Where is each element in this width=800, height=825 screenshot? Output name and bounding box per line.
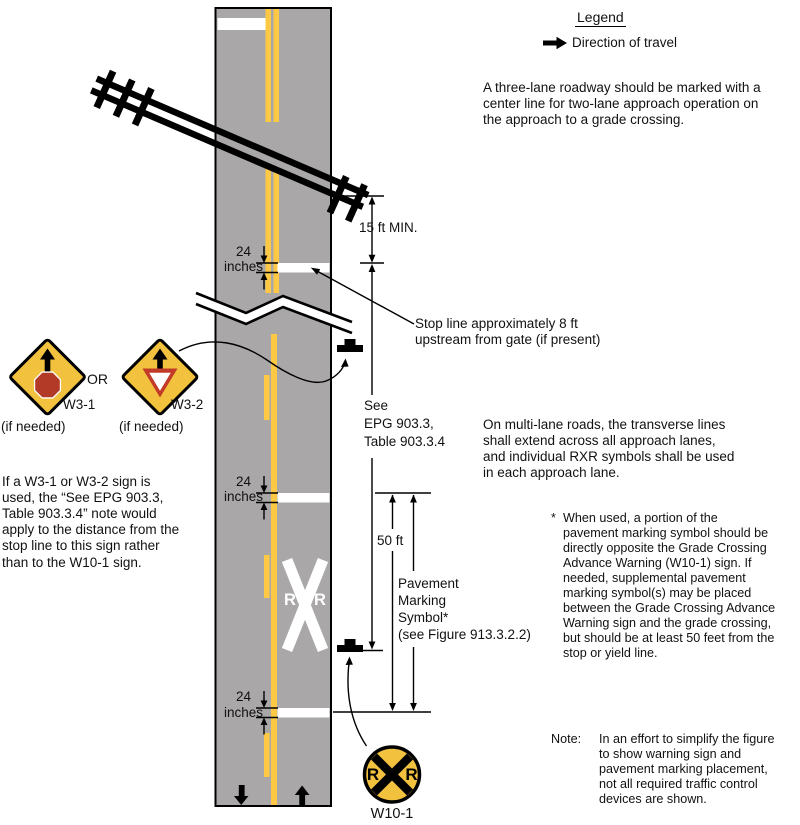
callout-line: EPG 903.3,: [364, 416, 434, 431]
dim-unit: inches: [223, 489, 264, 505]
sign-location-markers: [337, 339, 363, 652]
arrow-up-shaft: [45, 359, 51, 374]
asterisk-note: [551, 511, 775, 661]
arrowhead-icon: [410, 495, 417, 503]
transverse-line-lower: [278, 708, 330, 718]
bottom-note: [551, 732, 774, 807]
callout-line: Symbol*: [398, 610, 449, 625]
multilane-note: [483, 417, 734, 482]
callout-line: Table 903.3.4: [364, 434, 446, 449]
w3-1-label: W3-1: [63, 396, 96, 412]
legend-title: Legend: [575, 9, 626, 27]
w10-1-letter-left: R: [366, 764, 380, 784]
lane-arrow-up-shaft: [299, 794, 305, 806]
three-lane-note: [483, 80, 761, 129]
arrowhead-icon: [369, 255, 376, 263]
dim-24in-label-1: [222, 244, 266, 275]
note-label: Note:: [551, 732, 582, 746]
center-line-right-mid: [274, 167, 280, 293]
note-line: stop or yield line.: [563, 645, 658, 660]
pavement-marking-callout: [398, 575, 531, 643]
dim-value: 24: [235, 689, 252, 704]
w10-1-label: W10-1: [370, 805, 414, 822]
note-line: Advance Warning (W10-1) sign. If: [563, 555, 752, 570]
bottom-note-body: [599, 732, 774, 807]
center-line-dash-2: [264, 555, 270, 598]
note-line: used, the “See EPG 903.3,: [2, 489, 164, 505]
center-line-dash-3: [264, 733, 270, 777]
w3-2-if-needed: (if needed): [119, 419, 184, 434]
center-line-left-mid: [266, 167, 272, 293]
arrowhead-icon: [341, 359, 349, 368]
note-line: and individual RXR symbols shall be used: [483, 448, 735, 464]
gate-location-marker-icon: [345, 339, 356, 346]
dim-24in-label-3: [222, 689, 266, 720]
note-line: between the Grade Crossing Advance: [563, 600, 776, 615]
arrowhead-icon: [369, 642, 376, 650]
note-line: In an effort to simplify the figure: [599, 732, 775, 746]
w3-1-if-needed: (if needed): [1, 419, 66, 434]
note-line: directly opposite the Grade Crossing: [563, 540, 767, 555]
note-line: marking symbol(s) may be placed: [563, 585, 752, 600]
far-side-stop-line: [218, 18, 266, 30]
note-line: apply to the distance from the: [2, 522, 180, 538]
note-line: pavement marking placement,: [599, 762, 768, 776]
center-line-left-upper: [266, 9, 272, 122]
callout-line: See: [364, 398, 389, 413]
arrowhead-icon: [369, 264, 376, 272]
leader-w10-1-curve: [348, 663, 367, 746]
dim-value: 24: [235, 243, 252, 259]
legend-direction-label: Direction of travel: [572, 34, 678, 50]
or-label: OR: [87, 370, 108, 387]
note-line: needed, supplemental pavement: [563, 570, 746, 585]
transverse-line-middle: [278, 493, 330, 503]
callout-line: (see Figure 913.3.2.2): [398, 627, 531, 642]
note-line: devices are shown.: [599, 792, 707, 806]
direction-of-travel-arrow-icon: [543, 37, 567, 49]
gate-location-marker-icon: [337, 345, 363, 352]
callout-line: upstream from gate (if present): [415, 332, 601, 348]
note-line: center line for two-lane approach operation on: [483, 96, 759, 112]
arrowhead-icon: [389, 495, 396, 503]
w10-1-location-marker-icon: [345, 639, 356, 646]
note-line: shall extend across all approach lanes,: [483, 432, 716, 448]
lane-arrow-down-shaft: [239, 785, 245, 797]
note-line: A three-lane roadway should be marked with a: [483, 80, 761, 95]
w10-1-letter-right: R: [405, 764, 418, 784]
note-line: Table 903.3.4” note would: [2, 505, 157, 521]
w10-1-location-marker-icon: [337, 645, 363, 652]
w3-2-label: W3-2: [171, 396, 204, 412]
rxr-letter-right: R: [314, 590, 326, 609]
note-line: than to the W10-1 sign.: [2, 554, 142, 570]
callout-line: Marking: [398, 593, 447, 608]
note-line: pavement marking symbol should be: [563, 525, 769, 540]
asterisk-marker: *: [551, 510, 556, 525]
dim-unit: inches: [223, 259, 264, 275]
dim-unit: inches: [223, 704, 264, 720]
center-line-right-upper: [274, 9, 280, 122]
note-line: in each approach lane.: [483, 465, 620, 481]
dim-15ft-label: 15 ft MIN.: [359, 219, 418, 235]
note-line: to show warning sign and: [599, 747, 742, 761]
note-line: On multi-lane roads, the transverse lines: [483, 416, 726, 432]
dim-50ft-label: 50 ft: [377, 532, 404, 548]
stop-line-upper: [278, 263, 330, 273]
dim-24in-label-2: [222, 474, 266, 505]
note-line: Warning sign and the grade crossing,: [563, 615, 772, 630]
dim-value: 24: [235, 473, 252, 489]
arrowhead-icon: [369, 197, 376, 205]
stop-line-callout: [415, 316, 600, 348]
note-line: stop line to this sign rather: [2, 538, 160, 554]
roadway: [216, 8, 332, 806]
callout-line: Stop line approximately 8 ft: [415, 316, 578, 331]
stop-sign-icon: [35, 372, 61, 398]
note-line: When used, a portion of the: [563, 510, 718, 525]
note-line: not all required traffic control: [599, 777, 758, 791]
arrowhead-icon: [346, 657, 353, 666]
callout-line: Pavement: [398, 576, 459, 591]
arrowhead-icon: [410, 703, 417, 711]
note-line: If a W3-1 or W3-2 sign is: [2, 473, 151, 489]
rxr-letter-left: R: [284, 590, 296, 609]
note-line: the approach to a grade crossing.: [483, 112, 685, 128]
asterisk-note-body: [563, 511, 775, 661]
center-line-solid-lower: [271, 334, 277, 805]
see-epg-callout: [364, 397, 445, 451]
w3-usage-note: [2, 474, 179, 571]
note-line: but should be at least 50 feet from the: [563, 630, 775, 645]
center-line-dash-1: [264, 375, 270, 420]
arrowhead-icon: [389, 703, 396, 711]
